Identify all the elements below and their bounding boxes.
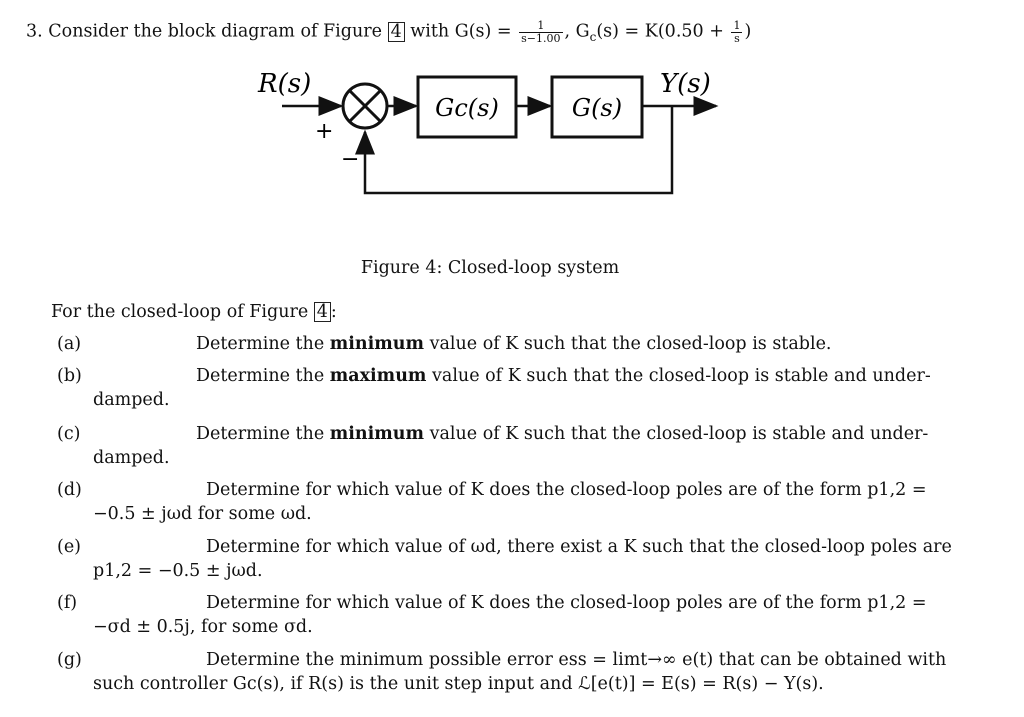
problem-text	[206, 650, 946, 671]
problem-text	[206, 593, 927, 614]
problem-text	[196, 334, 832, 355]
block-diagram	[0, 0, 1024, 260]
plant-definition: with G(s) =	[410, 21, 512, 42]
problem-continuation: −σd ± 0.5j, for some σd.	[93, 617, 313, 637]
input-label: R(s)	[258, 69, 312, 99]
figure-caption: Figure 4: Closed-loop system	[360, 258, 620, 278]
figure-reference-2[interactable]: 4	[314, 302, 331, 322]
controller-numerator: 1	[733, 19, 741, 32]
problem-label: (a)	[57, 334, 82, 354]
problem-label: (g)	[57, 650, 82, 670]
problem-label: (b)	[57, 366, 82, 386]
minus-sign: −	[341, 147, 360, 172]
problem-emphasis: minimum	[329, 334, 425, 354]
question-number: 3.	[26, 21, 43, 42]
problem-label: (c)	[57, 424, 81, 444]
problem-text-part: Determine for which value of K does the closed-loop poles are of the form p1,2 =	[206, 593, 927, 613]
problem-label: (f)	[57, 593, 78, 613]
problems-intro-text: For the closed-loop of Figure	[51, 302, 309, 322]
problem-text	[206, 537, 952, 558]
problem-text-part: value of K such that the closed-loop is stable and under-	[424, 424, 929, 444]
problem-text-part: Determine the	[196, 424, 330, 444]
controller-denominator: s	[734, 31, 740, 45]
problem-continuation: −0.5 ± jωd for some ωd.	[93, 504, 312, 524]
output-label: Y(s)	[660, 69, 711, 99]
problems-intro-colon: :	[330, 302, 337, 322]
controller-subscript: c	[589, 30, 597, 45]
controller-close: )	[744, 21, 752, 42]
problem-text	[206, 480, 927, 501]
problem-continuation: p1,2 = −0.5 ± jωd.	[93, 561, 263, 581]
plant-numerator: 1	[519, 20, 562, 33]
problem-label: (d)	[57, 480, 82, 500]
problem-label: (e)	[57, 537, 82, 557]
figure-reference[interactable]: 4	[388, 22, 405, 42]
controller-prefix: , G	[564, 21, 590, 42]
problem-text	[196, 366, 931, 387]
problems-intro	[51, 302, 337, 323]
plus-sign: +	[315, 119, 334, 144]
problem-text-part: Determine the minimum possible error ess = limt→∞ e(t) that can be obtained with	[206, 650, 947, 670]
problem-continuation: damped.	[93, 390, 170, 410]
problem-continuation: damped.	[93, 448, 170, 468]
question-intro: Consider the block diagram of Figure	[48, 21, 382, 42]
problem-text-part: Determine the	[196, 334, 330, 354]
problem-emphasis: minimum	[329, 424, 425, 444]
problem-text-part: Determine the	[196, 366, 330, 386]
plant-block-label: G(s)	[571, 94, 623, 122]
problem-text-part: Determine for which value of K does the closed-loop poles are of the form p1,2 =	[206, 480, 927, 500]
controller-definition: (s) = K(0.50 +	[596, 21, 724, 42]
problem-text-part: value of K such that the closed-loop is stable.	[424, 334, 832, 354]
controller-block-label: Gc(s)	[435, 94, 499, 122]
problem-emphasis: maximum	[329, 366, 427, 386]
plant-denominator: s−1.00	[521, 31, 561, 45]
problem-text-part: Determine for which value of ωd, there exist a K such that the closed-loop poles are	[206, 537, 952, 557]
problem-text	[196, 424, 928, 445]
problem-text-part: value of K such that the closed-loop is stable and under-	[426, 366, 931, 386]
problem-continuation: such controller Gc(s), if R(s) is the unit step input and ℒ[e(t)] = E(s) = R(s) − Y(s).	[93, 674, 824, 694]
